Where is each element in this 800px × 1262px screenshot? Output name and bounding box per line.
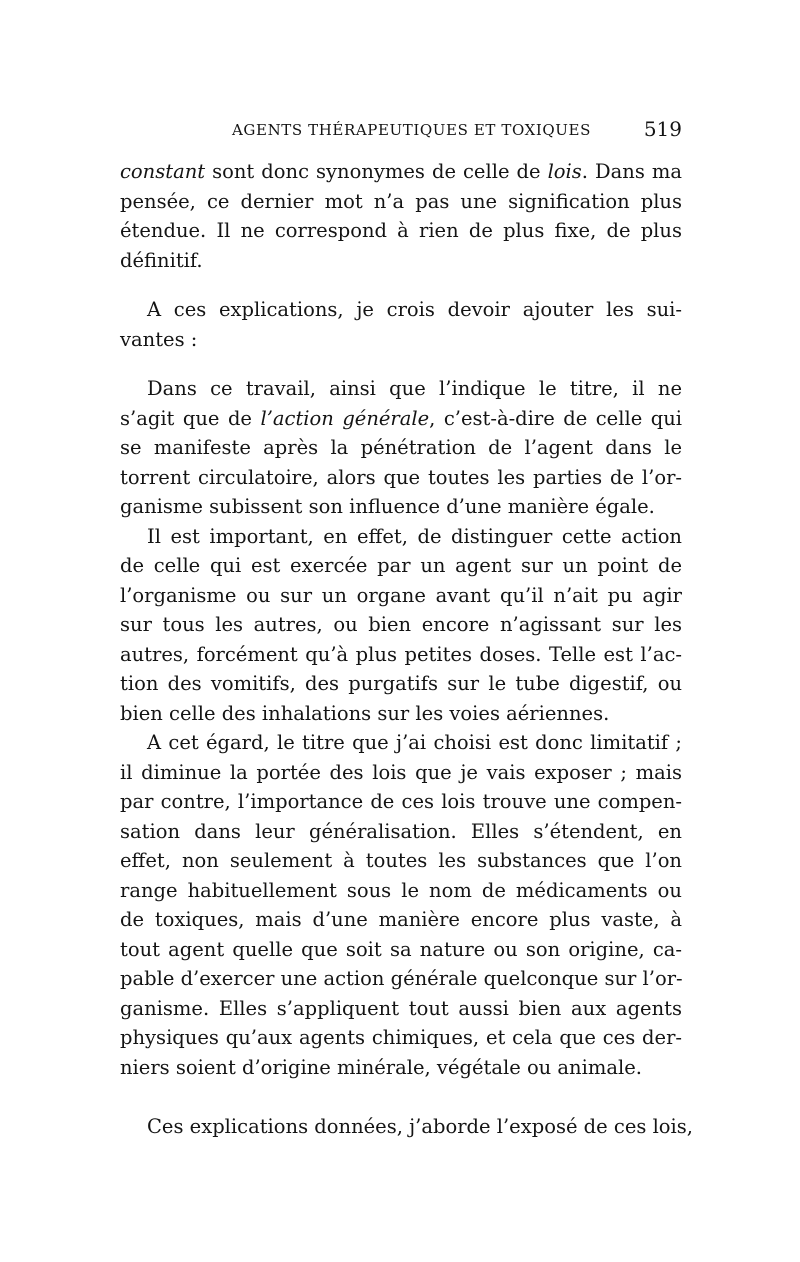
text-line: effet, non seulement à toutes les substances que l’on	[120, 849, 682, 872]
text-line: ganisme subissent son influence d’une manière égale.	[120, 495, 655, 518]
paragraph	[120, 728, 682, 1082]
text-line: A ces explications, je crois devoir ajouter les sui-	[147, 298, 682, 321]
text-line	[120, 404, 682, 434]
text-line: de toxiques, mais d’une manière encore plus vaste, à	[120, 908, 682, 931]
text-line: ganisme. Elles s’appliquent tout aussi bien aux agents	[120, 996, 682, 1020]
italic-word: constant	[120, 160, 206, 183]
body-text	[120, 157, 693, 1142]
text-line: vantes :	[120, 327, 198, 351]
text-line: l’organisme ou sur un organe avant qu’il n’ait pu agir	[120, 583, 682, 607]
paragraph	[120, 374, 682, 522]
paragraph	[120, 295, 682, 354]
paragraph-gap	[120, 354, 682, 374]
text-line: niers soient d’origine minérale, végétale ou animale.	[120, 1055, 642, 1079]
running-title: AGENTS THÉRAPEUTIQUES ET TOXIQUES	[232, 121, 591, 139]
text-line: Ces explications données, j’aborde l’exposé de ces lois,	[147, 1115, 693, 1138]
text-span: sont donc synonymes de celle de	[205, 160, 548, 183]
page-number: 519	[643, 117, 682, 141]
text-line: sation dans leur généralisation. Elles s’étendent, en	[120, 819, 682, 843]
paragraph-gap	[120, 275, 682, 295]
italic-phrase: l’action générale	[260, 406, 430, 430]
text-line: définitif.	[120, 248, 203, 272]
text-line: tion des vomitifs, des purgatifs sur le tube digestif, ou	[120, 672, 682, 695]
italic-word: lois	[547, 160, 582, 183]
text-line: de celle qui est exercée par un agent sur un point de	[120, 554, 682, 577]
paragraph	[120, 1112, 693, 1142]
text-line: par contre, l’importance de ces lois trouve une compen-	[120, 790, 682, 813]
paragraph-gap	[120, 1082, 682, 1112]
text-line: pable d’exercer une action générale quelconque sur l’or-	[120, 967, 683, 990]
paragraph	[120, 522, 682, 729]
text-line: il diminue la portée des lois que je vais exposer ; mais	[120, 760, 682, 784]
text-line: tout agent quelle que soit sa nature ou son origine, ca-	[120, 937, 682, 961]
paragraph	[120, 157, 682, 275]
text-span: , c’est-à-dire de celle qui	[429, 406, 682, 430]
text-line: torrent circulatoire, alors que toutes les parties de l’or-	[120, 465, 682, 489]
text-line: range habituellement sous le nom de médicaments ou	[120, 878, 682, 902]
text-line: Dans ce travail, ainsi que l’indique le titre, il ne	[147, 377, 682, 400]
text-line	[120, 157, 682, 187]
text-line: Il est important, en effet, de distinguer cette action	[147, 524, 682, 548]
text-line: pensée, ce dernier mot n’a pas une signification plus	[120, 189, 682, 213]
text-span: . Dans ma	[581, 160, 682, 183]
text-line: autres, forcément qu’à plus petites doses. Telle est l’ac-	[120, 642, 682, 666]
text-line: se manifeste après la pénétration de l’agent dans le	[120, 436, 682, 459]
text-line: sur tous les autres, ou bien encore n’agissant sur les	[120, 613, 682, 636]
text-line: A cet égard, le titre que j’ai choisi est donc limitatif ;	[147, 731, 682, 754]
text-span: s’agit que de	[120, 406, 261, 430]
text-line: étendue. Il ne correspond à rien de plus fixe, de plus	[120, 219, 682, 242]
text-line: physiques qu’aux agents chimiques, et cela que ces der-	[120, 1026, 682, 1049]
text-line: bien celle des inhalations sur les voies aériennes.	[120, 701, 610, 725]
page-header	[120, 117, 682, 147]
